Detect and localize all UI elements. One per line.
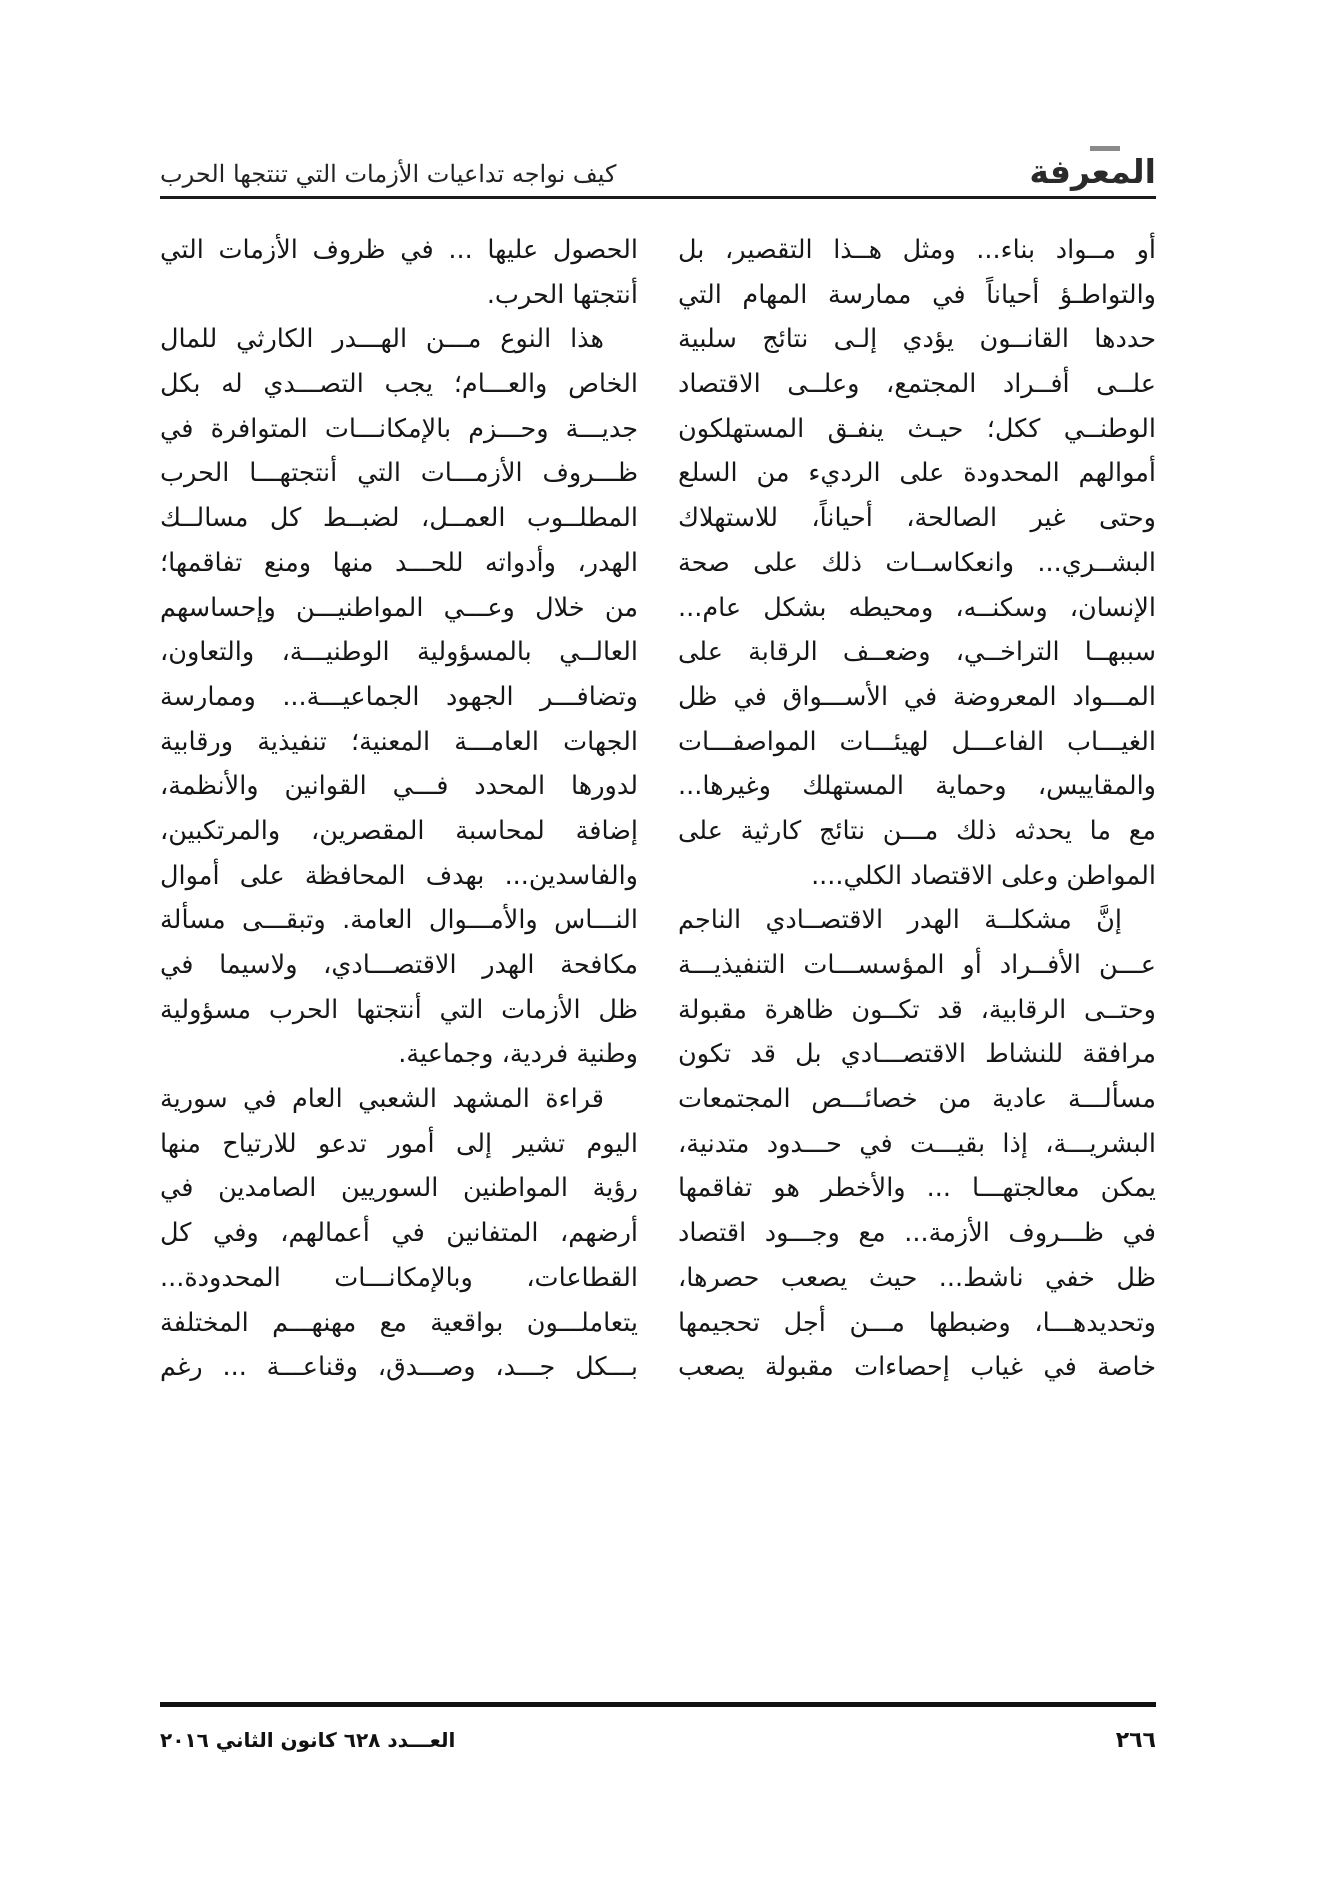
text-line: والمقاييس، وحماية المستهلك وغيرها... [678,771,1156,802]
text-line: المواطن وعلى الاقتصاد الكلي.... [811,860,1156,891]
text-line: اليوم تشير إلى أمور تدعو للارتياح منها [160,1128,638,1159]
text-line: أو مــواد بناء... ومثل هــذا التقصير، بل [678,235,1156,265]
text-line: البشــري... وانعكاســات ذلك على صحة [678,547,1156,578]
page-footer [160,1722,1156,1758]
text-line: الإنسان، وسكنــه، ومحيطه بشكل عام... [678,592,1156,623]
text-line: جديـــة وحـــزم بالإمكانـــات المتوافرة في [160,413,638,444]
text-line: الهدر، وأدواته للحـــد منها ومنع تفاقمها؛ [160,547,638,578]
magazine-logo [1029,152,1156,192]
text-line: خاصة في غياب إحصاءات مقبولة يصعب [678,1352,1156,1383]
text-line: القطاعات، وبالإمكانـــات المحدودة... [160,1262,638,1293]
text-line: من خلال وعـــي المواطنيـــن وإحساسهم [160,592,638,623]
running-title: كيف نواجه تداعيات الأزمات التي تنتجها الحرب [160,160,617,188]
text-line: والتواطـؤ أحياناً في ممارسة المهام التي [678,279,1156,310]
text-line: مع ما يحدثه ذلك مـــن نتائج كارثية على [678,815,1156,846]
logo-accent-icon [1090,146,1120,151]
text-line: سببهــا التراخــي، وضعــف الرقابة على [678,637,1156,668]
text-line: حددها القانــون يؤدي إلـى نتائج سلبية [678,324,1156,355]
text-line: الخاص والعـــام؛ يجب التصـــدي له بكل [160,369,638,400]
text-line: رؤية المواطنين السوريين الصامدين في [160,1173,638,1204]
text-line: والفاسدين... بهدف المحافظة على أموال [160,860,638,891]
text-line: مسألـــة عادية من خصائـــص المجتمعات [678,1084,1156,1115]
header-divider [160,196,1156,199]
text-line: وطنية فردية، وجماعية. [398,1039,638,1070]
text-line: الحصول عليها ... في ظروف الأزمات التي [160,235,638,265]
text-line: وحتــى الرقابية، قد تكــون ظاهرة مقبولة [678,994,1156,1025]
text-line: هذا النوع مـــن الهـــدر الكارثي للمال [160,324,604,355]
text-line: مرافقة للنشاط الاقتصـــادي بل قد تكون [678,1039,1156,1070]
text-line: المـــواد المعروضة في الأســـواق في ظل [678,681,1156,712]
logo-text: المعرفة [1029,152,1156,191]
text-line: عـــن الأفــراد أو المؤسســـات التنفيذيـــة [678,950,1156,980]
text-line: إضافة لمحاسبة المقصرين، والمرتكبين، [160,815,638,846]
footer-divider [160,1702,1156,1707]
text-line: ظل الأزمات التي أنتجتها الحرب مسؤولية [160,994,638,1025]
text-line: النـــاس والأمـــوال العامة. وتبقـــى مسألة [160,905,638,936]
text-line: الجهات العامـــة المعنية؛ تنفيذية ورقابية [160,726,638,757]
text-line: أموالهم المحدودة على الرديء من السلع [678,458,1156,489]
text-line: قراءة المشهد الشعبي العام في سورية [160,1084,604,1115]
text-line: البشريـــة، إذا بقيـــت في حـــدود متدنية، [678,1128,1156,1159]
page-number: ٢٦٦ [1115,1727,1156,1753]
text-line: الوطنــي ككل؛ حيـث ينفـق المستهلكون [678,413,1156,444]
text-line: أرضهم، المتفانين في أعمالهم، وفي كل [160,1218,638,1249]
text-line: مكافحة الهدر الاقتصـــادي، ولاسيما في [160,950,638,980]
text-line: وتحديدهـــا، وضبطها مـــن أجل تحجيمها [678,1307,1156,1338]
text-line: ظـــروف الأزمـــات التي أنتجتهـــا الحرب [160,458,638,489]
text-line: ظل خفي ناشط... حيث يصعب حصرها، [678,1262,1156,1293]
page-header [160,148,1156,192]
issue-label: العـــدد ٦٢٨ كانون الثاني ٢٠١٦ [160,1728,456,1752]
text-column-left [160,228,638,1390]
text-line: في ظـــروف الأزمة... مع وجـــود اقتصاد [678,1218,1156,1249]
text-line: يتعاملـــون بواقعية مع مهنهـــم المختلفة [160,1307,638,1338]
text-line: علــى أفــراد المجتمع، وعلــى الاقتصاد [678,369,1156,400]
text-line: وتضافـــر الجهود الجماعيـــة... وممارسة [160,681,638,712]
text-line: إنَّ مشكلــة الهدر الاقتصــادي الناجم [678,905,1122,936]
text-line: العالــي بالمسؤولية الوطنيـــة، والتعاون، [160,637,638,668]
text-line: بـــكل جـــد، وصـــدق، وقناعـــة ... رغم [160,1352,638,1383]
text-line: أنتجتها الحرب. [486,279,638,310]
text-line: لدورها المحدد فـــي القوانين والأنظمة، [160,771,638,802]
text-line: يمكن معالجتهـــا ... والأخطر هو تفاقمها [678,1173,1156,1204]
text-column-right [678,228,1156,1390]
text-line: وحتى غير الصالحة، أحياناً، للاستهلاك [678,503,1156,534]
text-line: الغيـــاب الفاعـــل لهيئـــات المواصفـــات [678,726,1156,757]
text-line: المطلــوب العمــل، لضبــط كل مسالــك [160,503,638,534]
